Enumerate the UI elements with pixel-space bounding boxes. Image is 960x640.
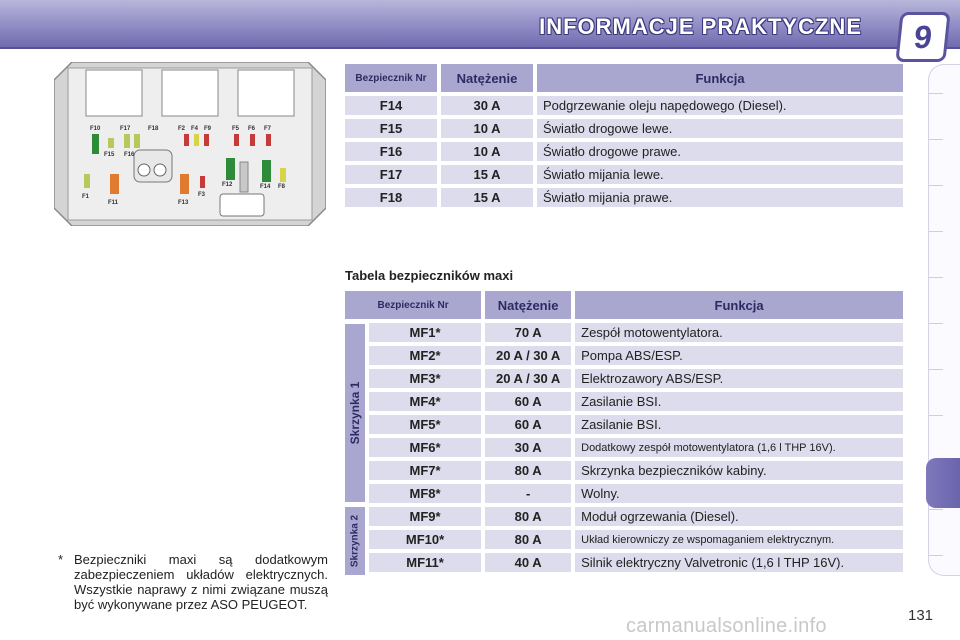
diagram-label: F5: [232, 126, 240, 132]
diagram-label: F1: [82, 194, 90, 200]
fuse-function: Zasilanie BSI.: [575, 415, 903, 434]
tab-divider: [929, 185, 943, 186]
fuse-function: Zespół motowentylatora.: [575, 323, 903, 342]
fuse-table: [345, 60, 903, 211]
tab-divider: [929, 509, 943, 510]
table-row: [345, 369, 903, 388]
diagram-label: F16: [124, 152, 135, 158]
diagram-label: F17: [120, 126, 131, 132]
table-row: [345, 415, 903, 434]
table-row: [345, 119, 903, 138]
fuse-number: MF1*: [369, 323, 481, 342]
table-header-row: [345, 291, 903, 319]
fuse-function: Zasilanie BSI.: [575, 392, 903, 411]
watermark: carmanualsonline.info: [626, 615, 827, 637]
group-label: Skrzynka 2: [349, 514, 361, 568]
fuse-number: F18: [345, 188, 437, 207]
table-row: [345, 346, 903, 365]
fuse-function: Dodatkowy zespół motowentylatora (1,6 l THP 16V).: [575, 438, 903, 457]
fuse-function: Moduł ogrzewania (Diesel).: [575, 507, 903, 526]
fuse-function: Wolny.: [575, 484, 903, 503]
table-row: [345, 553, 903, 572]
active-chapter-tab[interactable]: [926, 458, 960, 508]
fuse-f10: [92, 134, 99, 154]
tab-divider: [929, 277, 943, 278]
table-row: [345, 96, 903, 115]
fuse-function: Światło mijania lewe.: [537, 165, 903, 184]
fuse-amperage: 15 A: [441, 165, 533, 184]
fuse-amperage: 20 A / 30 A: [485, 369, 571, 388]
fuse-number: F17: [345, 165, 437, 184]
fuse-amperage: 15 A: [441, 188, 533, 207]
tab-divider: [929, 369, 943, 370]
diagram-label: F11: [108, 200, 119, 206]
fuse-number: MF9*: [369, 507, 481, 526]
diagram-label: F6: [248, 126, 256, 132]
column-header-amperage: Natężenie: [485, 291, 571, 319]
fuse-function: Silnik elektryczny Valvetronic (1,6 l THP 16V).: [575, 553, 903, 572]
diagram-label: F13: [178, 200, 189, 206]
column-header-fuse: Bezpiecznik Nr: [345, 291, 481, 319]
fuse-amperage: 80 A: [485, 530, 571, 549]
column-header-amperage: Natężenie: [441, 64, 533, 92]
diagram-label: F4: [191, 126, 199, 132]
tab-divider: [929, 139, 943, 140]
diagram-label: F12: [222, 182, 233, 188]
fuse-function: Skrzynka bezpieczników kabiny.: [575, 461, 903, 480]
section-heading: Tabela bezpieczników maxi: [345, 268, 514, 283]
fuse-amperage: 10 A: [441, 119, 533, 138]
table-row: [345, 438, 903, 457]
diagram-label: F14: [260, 184, 271, 190]
fuse-function: Podgrzewanie oleju napędowego (Diesel).: [537, 96, 903, 115]
diagram-label: F18: [148, 126, 159, 132]
maxi-fuse-table: [345, 287, 903, 576]
fuse-number: F15: [345, 119, 437, 138]
fuse-amperage: 80 A: [485, 461, 571, 480]
fuse-number: MF6*: [369, 438, 481, 457]
fuse-amperage: -: [485, 484, 571, 503]
footnote-marker: *: [58, 552, 64, 567]
fuse-number: MF2*: [369, 346, 481, 365]
tab-divider: [929, 415, 943, 416]
header-divider: [0, 47, 960, 49]
diagram-label: F2: [178, 126, 186, 132]
fuse-number: MF7*: [369, 461, 481, 480]
fusebox-diagram: [54, 62, 326, 226]
diagram-label: F7: [264, 126, 272, 132]
table-row: [345, 507, 903, 526]
diagram-label: F9: [204, 126, 212, 132]
fuse-amperage: 40 A: [485, 553, 571, 572]
fuse-amperage: 10 A: [441, 142, 533, 161]
table-header-row: [345, 64, 903, 92]
fuse-number: MF10*: [369, 530, 481, 549]
page-title: INFORMACJE PRAKTYCZNE: [539, 14, 862, 39]
fuse-number: MF8*: [369, 484, 481, 503]
fuse-number: MF11*: [369, 553, 481, 572]
table-row: [345, 188, 903, 207]
fuse-amperage: 80 A: [485, 507, 571, 526]
fuse-number: MF5*: [369, 415, 481, 434]
table-row: [345, 461, 903, 480]
table-row: [345, 142, 903, 161]
fuse-number: F14: [345, 96, 437, 115]
page-number: 131: [908, 607, 934, 624]
column-header-function: Funkcja: [537, 64, 903, 92]
table-row: [345, 323, 903, 342]
table-row: [345, 484, 903, 503]
fuse-amperage: 30 A: [441, 96, 533, 115]
table-row: [345, 165, 903, 184]
fuse-number: MF4*: [369, 392, 481, 411]
fuse-function: Światło drogowe prawe.: [537, 142, 903, 161]
chapter-badge: 9: [895, 12, 950, 62]
table-row: [345, 392, 903, 411]
footnote-text: Bezpieczniki maxi są dodatkowym zabezpieczeniem układów elektrycznych. Wszystkie naprawy z nimi związane muszą być wykonywane przez ASO PEUGEOT.: [74, 552, 328, 612]
fuse-amperage: 20 A / 30 A: [485, 346, 571, 365]
fuse-amperage: 70 A: [485, 323, 571, 342]
fuse-function: Światło drogowe lewe.: [537, 119, 903, 138]
footnote: [58, 552, 328, 612]
fuse-amperage: 60 A: [485, 392, 571, 411]
fuse-function: Elektrozawory ABS/ESP.: [575, 369, 903, 388]
fuse-function: Układ kierowniczy ze wspomaganiem elektrycznym.: [575, 530, 903, 549]
fuse-number: MF3*: [369, 369, 481, 388]
diagram-label: F3: [198, 192, 206, 198]
diagram-label: F15: [104, 152, 115, 158]
diagram-label: F8: [278, 184, 286, 190]
fuse-function: Pompa ABS/ESP.: [575, 346, 903, 365]
table-row: [345, 530, 903, 549]
tab-divider: [929, 93, 943, 94]
fuse-amperage: 30 A: [485, 438, 571, 457]
fuse-function: Światło mijania prawe.: [537, 188, 903, 207]
diagram-label: F10: [90, 126, 101, 132]
tab-divider: [929, 555, 943, 556]
tab-divider: [929, 231, 943, 232]
group-label: Skrzynka 1: [348, 381, 362, 445]
tab-divider: [929, 323, 943, 324]
fuse-amperage: 60 A: [485, 415, 571, 434]
fuse-number: F16: [345, 142, 437, 161]
column-header-function: Funkcja: [575, 291, 903, 319]
column-header-fuse: Bezpiecznik Nr: [345, 64, 437, 92]
